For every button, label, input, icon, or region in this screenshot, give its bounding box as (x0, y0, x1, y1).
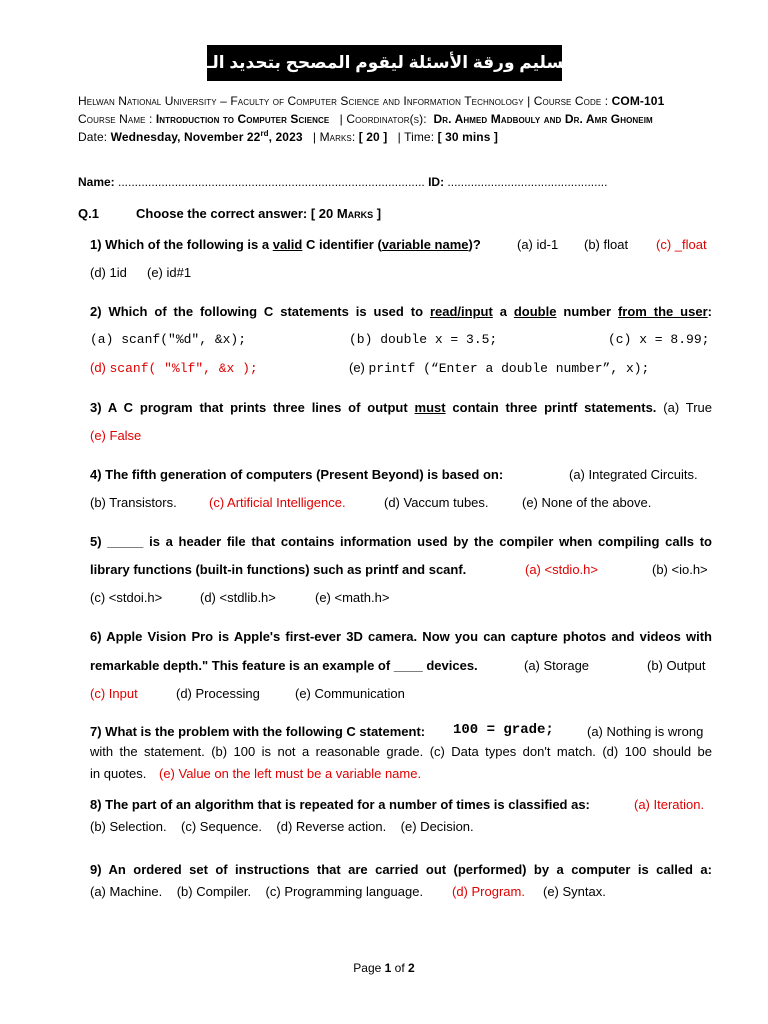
question-1-text (90, 237, 481, 252)
q-underline: variable name (381, 237, 469, 252)
of-label: of (391, 961, 409, 975)
option-label: (d) (90, 360, 110, 375)
q7-line-2: with the statement. (b) 100 is not a reasonable grade. (c) Data types don't match. (d) 100 should be (90, 744, 712, 759)
q6-option-c-answer: (c) Input (90, 686, 138, 701)
q-underline: must (414, 400, 446, 415)
q-text: contain three printf statements. (445, 400, 657, 415)
header-university: Helwan National University – Faculty of Computer Science and Information Technology | Course Code : (78, 94, 612, 108)
q4-option-c-answer: (c) Artificial Intelligence. (209, 495, 346, 510)
q9-line-2: (a) Machine. (b) Compiler. (c) Programming language. (90, 884, 424, 899)
q-underline: read/input (429, 304, 493, 319)
q1-option-a: (a) id-1 (517, 237, 559, 252)
q6-option-a: (a) Storage (524, 658, 590, 673)
q4-option-d: (d) Vaccum tubes. (384, 495, 489, 510)
q4-option-a: (a) Integrated Circuits. (569, 467, 698, 482)
page-number: 1 (384, 961, 392, 975)
q5-option-e: (e) <math.h> (315, 590, 390, 605)
q9-option-e: (e) Syntax. (543, 884, 606, 899)
q7-code: 100 = grade; (453, 722, 554, 738)
q1-option-d: (d) 1id (90, 265, 127, 280)
q6-option-b: (b) Output (647, 658, 706, 673)
header-course-line (78, 112, 653, 126)
q1-option-b: (b) float (584, 237, 629, 252)
date-part: Wednesday, November 22 (110, 130, 261, 144)
question-7-text: 7) What is the problem with the following C statement: (90, 724, 426, 739)
q2-option-a: (a) scanf("%d", &x); (90, 332, 247, 347)
q8-line-2: (b) Selection. (c) Sequence. (d) Reverse action. (e) Decision. (90, 819, 474, 834)
id-field[interactable]: ................................................ (447, 175, 608, 189)
q-underline: valid (272, 237, 303, 252)
marks-value: [ 20 ] (358, 130, 388, 144)
q5-option-d: (d) <stdlib.h> (200, 590, 276, 605)
question-9-text: 9) An ordered set of instructions that are carried out (performed) by a computer is called a: (90, 862, 712, 877)
option-code: scanf( "%lf", &x ); (109, 361, 258, 376)
q4-option-e: (e) None of the above. (522, 495, 652, 510)
q1-number: Q.1 (78, 206, 99, 221)
q-text: a (492, 304, 514, 319)
q-text: C identifier ( (302, 237, 382, 252)
q1-instruction (136, 206, 381, 221)
q-text: number (556, 304, 618, 319)
q4-option-b: (b) Transistors. (90, 495, 177, 510)
q2-option-c: (c) x = 8.99; (608, 332, 710, 347)
question-5-text-1: 5) _____ is a header file that contains information used by the compiler when compiling calls to (90, 534, 712, 549)
question-5-text-2: library functions (built-in functions) such as printf and scanf. (90, 562, 467, 577)
q1-option-c-answer: (c) _float (656, 237, 707, 252)
coordinator-label: | Coordinator(s): (329, 112, 434, 126)
time-value: [ 30 mins ] (437, 130, 499, 144)
q3-option-a: (a) True (663, 400, 713, 415)
q1-option-e: (e) id#1 (147, 265, 192, 280)
question-8-text: 8) The part of an algorithm that is repeated for a number of times is classified as: (90, 797, 590, 812)
q-text: 1) Which of the following is a (90, 237, 273, 252)
q-underline: double (513, 304, 557, 319)
option-label: (e) (349, 360, 369, 375)
q-text: : (707, 304, 712, 319)
name-label: Name: (78, 175, 119, 189)
instruction-marks: Marks (336, 206, 374, 221)
q5-option-b: (b) <io.h> (652, 562, 708, 577)
question-3-text (90, 400, 712, 415)
q7-option-a: (a) Nothing is wrong (587, 724, 704, 739)
q3-option-e-answer: (e) False (90, 428, 142, 443)
date-value (111, 130, 303, 144)
q5-option-a-answer: (a) <stdio.h> (525, 562, 598, 577)
q6-option-d: (d) Processing (176, 686, 260, 701)
course-name: Introduction to Computer Science (155, 112, 330, 126)
name-id-line (78, 175, 607, 189)
id-label: ID: (424, 175, 448, 189)
name-field[interactable]: ............................................................................................ (118, 175, 425, 189)
page-label: Page (353, 961, 385, 975)
q-text: )? (468, 237, 481, 252)
header-university-line (78, 94, 664, 108)
header-date-line (78, 129, 498, 144)
time-label: | Time: (387, 130, 438, 144)
question-2-text (90, 304, 712, 319)
instruction-text: Choose the correct answer: [ 20 (136, 206, 337, 221)
q-text: 2) Which of the following C statements is used to (90, 304, 430, 319)
q7-option-e-answer: (e) Value on the left must be a variable name. (159, 766, 422, 781)
question-4-text: 4) The fifth generation of computers (Present Beyond) is based on: (90, 467, 504, 482)
q5-option-c: (c) <stdoi.h> (90, 590, 163, 605)
q2-option-d-answer (90, 360, 258, 376)
option-code: printf (“Enter a double number”, x); (368, 361, 650, 376)
page-total: 2 (408, 961, 415, 975)
q2-option-e (349, 360, 649, 376)
coordinators: Dr. Ahmed Madbouly and Dr. Amr Ghoneim (433, 112, 653, 126)
q2-option-b: (b) double x = 3.5; (349, 332, 498, 347)
q9-option-d-answer: (d) Program. (452, 884, 525, 899)
date-label: Date: (78, 130, 111, 144)
question-6-text-2: remarkable depth." This feature is an example of ____ devices. (90, 658, 478, 673)
q7-line-3: in quotes. (90, 766, 147, 781)
date-suffix: rd (260, 129, 269, 138)
question-6-text-1: 6) Apple Vision Pro is Apple's first-ever 3D camera. Now you can capture photos and videos with (90, 629, 712, 644)
instruction-close: ] (373, 206, 382, 221)
course-name-label: Course Name : (78, 112, 156, 126)
q-underline: from the user (617, 304, 708, 319)
date-year: , 2023 (268, 130, 303, 144)
q6-option-e: (e) Communication (295, 686, 405, 701)
course-code: COM-101 (611, 94, 665, 108)
q-text: 3) A C program that prints three lines of output (90, 400, 415, 415)
page-footer (0, 961, 768, 975)
q8-option-a-answer: (a) Iteration. (634, 797, 705, 812)
marks-label: | Marks: (302, 130, 359, 144)
model-banner: يجب تسليم ورقة الأسئلة ليقوم المصحح بتحديد الـModel (207, 45, 562, 81)
